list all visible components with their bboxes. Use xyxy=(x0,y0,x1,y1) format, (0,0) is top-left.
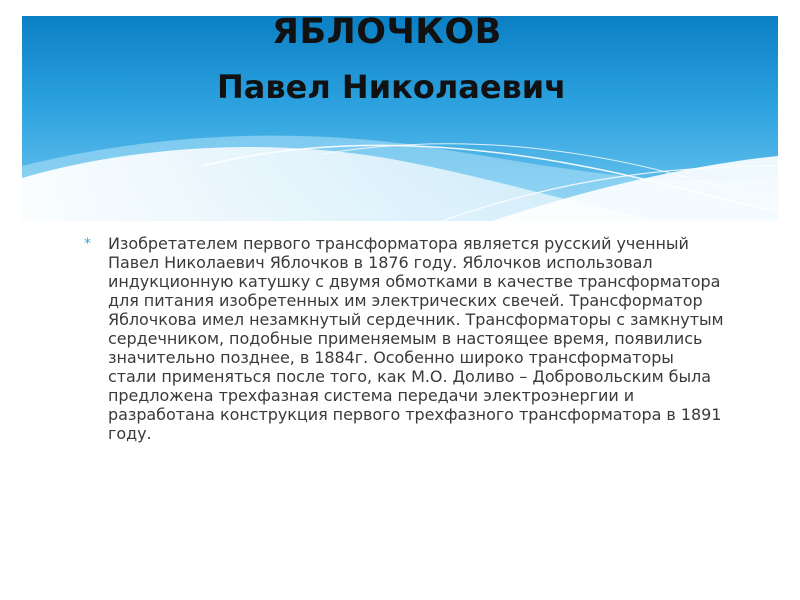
body-paragraph: Изобретателем первого трансформатора является русский ученный Павел Николаевич Яблочков в 1876 году. Яблочков использовал индукционную катушку с двумя обмотками в качестве трансформатора для питания изобретенных им электрических свечей. Трансформатор Яблочкова имел незамкнутый сердечник. Трансформаторы с замкнутым сердечником, подобные применяемым в настоящее время, появились значительно позднее, в 1884г. Особенно широко трансформаторы стали применяться после того, как М.О. Доливо – Добровольским была предложена трехфазная система передачи электроэнергии и разработана конструкция первого трехфазного трансформатора в 1891 году. xyxy=(108,234,724,443)
slide-title-name: Павел Николаевич xyxy=(217,68,567,106)
slide-title-surname: ЯБЛОЧКОВ xyxy=(272,12,502,52)
bullet-icon: * xyxy=(84,236,91,252)
content-block xyxy=(84,234,724,443)
